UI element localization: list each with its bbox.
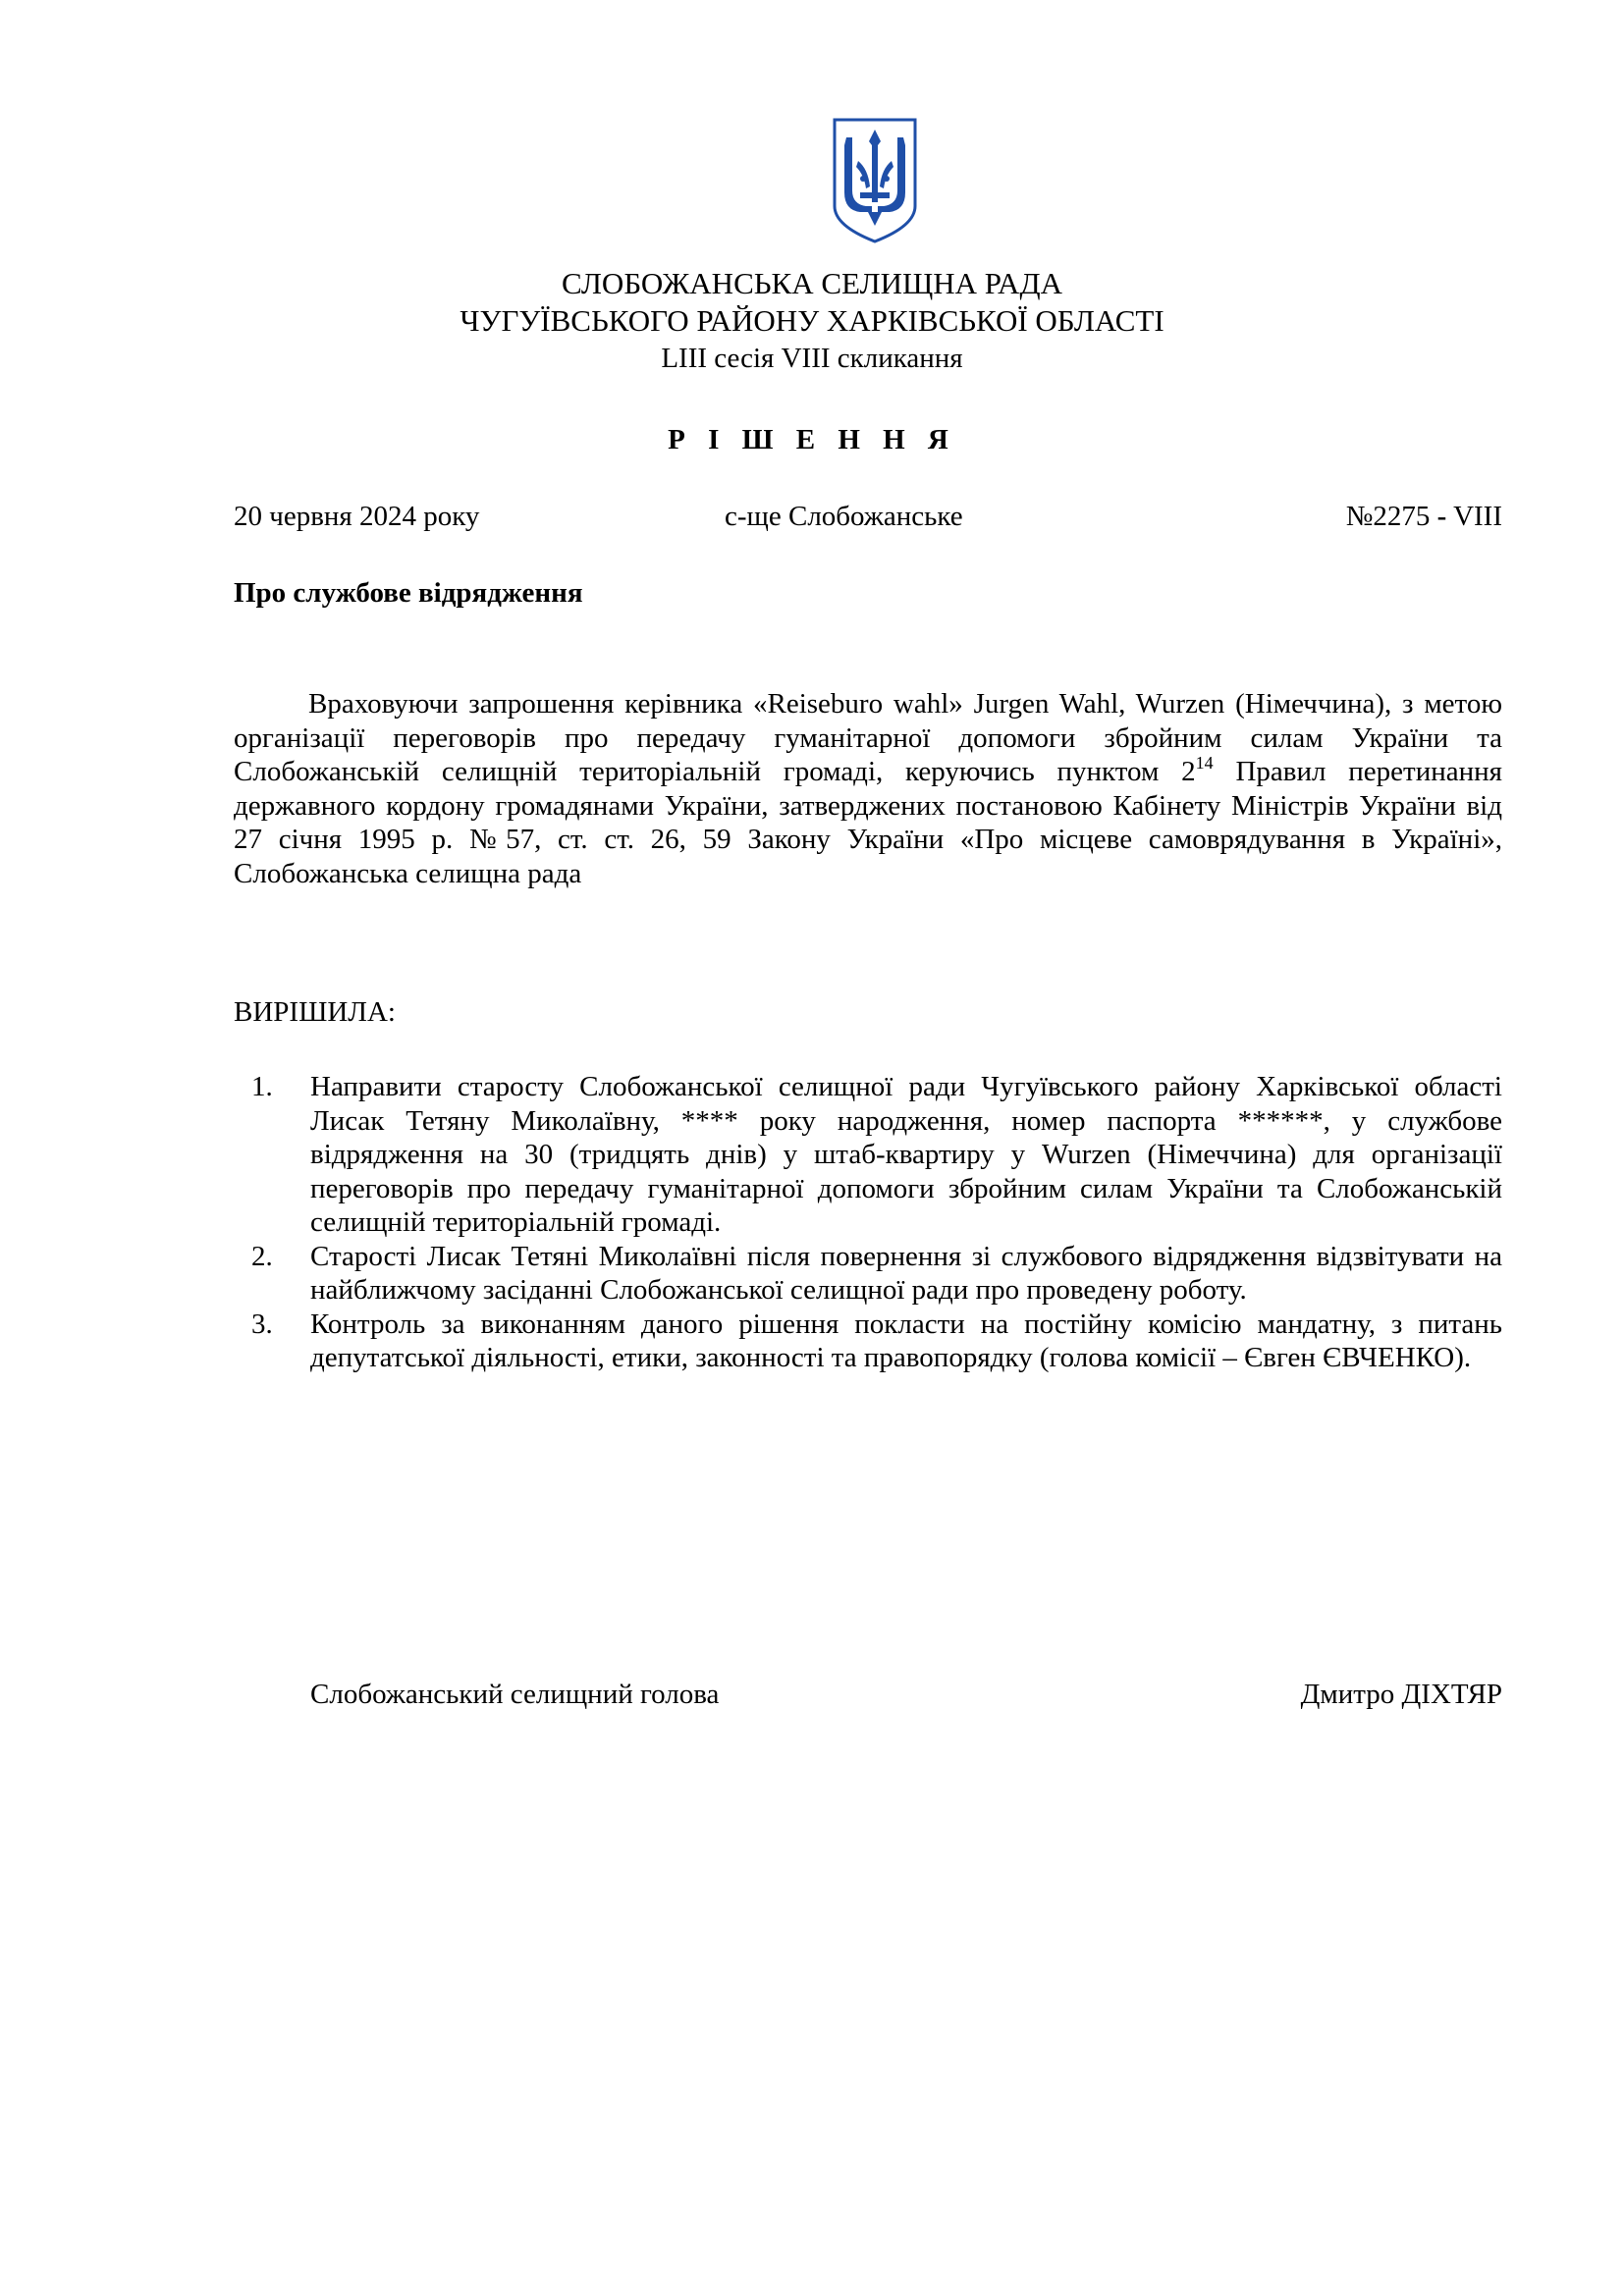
session-name: LIII сесія VIII скликання bbox=[661, 343, 963, 374]
preamble-paragraph bbox=[234, 687, 1502, 890]
document-meta bbox=[234, 501, 1502, 540]
signatory-name: Дмитро ДІХТЯР bbox=[1300, 1679, 1502, 1710]
preamble-superscript: 14 bbox=[1195, 753, 1214, 773]
signature-block bbox=[310, 1679, 1502, 1718]
item-text: Контроль за виконанням даного рішення покласти на постійну комісію мандатну, з питань депутатської діяльності, етики, законності та правопорядку (голова комісії – Євген ЄВЧЕНКО). bbox=[310, 1308, 1502, 1373]
item-number: 1. bbox=[251, 1071, 273, 1102]
trident-coat-of-arms-icon bbox=[831, 116, 919, 245]
district-name: ЧУГУЇВСЬКОГО РАЙОНУ ХАРКІВСЬКОЇ ОБЛАСТІ bbox=[460, 303, 1164, 338]
decision-item bbox=[234, 1240, 1502, 1308]
decision-place: с-ще Слобожанське bbox=[725, 501, 963, 532]
decision-number-prefix: №2275 bbox=[1345, 501, 1431, 532]
decision-item bbox=[234, 1308, 1502, 1375]
decision-number-dash: - bbox=[1436, 501, 1447, 532]
council-name: СЛОБОЖАНСЬКА СЕЛИЩНА РАДА bbox=[562, 266, 1062, 300]
decision-items bbox=[234, 1070, 1502, 1375]
item-text: Старості Лисак Тетяні Миколаївні після повернення зі службового відрядження відзвітувати на найближчому засіданні Слобожанської селищної ради про проведену роботу. bbox=[310, 1240, 1502, 1306]
decision-subject: Про службове відрядження bbox=[234, 577, 583, 609]
document-header bbox=[0, 265, 1624, 377]
decision-item bbox=[234, 1070, 1502, 1240]
preamble-part1: Враховуючи запрошення керівника «Reiseburo wahl» Jurgen Wahl, Wurzen (Німеччина), з метою організації переговорів про передачу гуманітарної допомоги збройним силам України та Слобожанській селищній територіальній громаді, керуючись пунктом 2 bbox=[234, 688, 1502, 787]
resolved-heading: ВИРІШИЛА: bbox=[234, 996, 396, 1028]
document-title: Р І Ш Е Н Н Я bbox=[668, 424, 956, 455]
decision-number-suffix: VIII bbox=[1453, 501, 1502, 532]
signatory-role: Слобожанський селищний голова bbox=[310, 1679, 720, 1710]
item-number: 3. bbox=[251, 1308, 273, 1340]
preamble-part2: Правил перетинання державного кордону громадянами України, затверджених постановою Кабінету Міністрів України від 27 січня 1995 р. №57, ст. ст. 26, 59 Закону України «Про місцеве самоврядування в Україні», Слобожанська селищна рада bbox=[234, 756, 1502, 889]
item-number: 2. bbox=[251, 1240, 273, 1272]
decision-date: 20 червня 2024 року bbox=[234, 501, 480, 532]
decision-number bbox=[1346, 501, 1502, 533]
item-text: Направити старосту Слобожанської селищної ради Чугуївського району Харківської області Лисак Тетяну Миколаївну, **** року народження, номер паспорта ******, у службове відрядження на 30 (тридцять днів) у штаб-квартиру у Wurzen (Німеччина) для організації переговорів про передачу гуманітарної допомоги збройним силам України та Слобожанській селищній територіальній громаді. bbox=[310, 1071, 1502, 1238]
